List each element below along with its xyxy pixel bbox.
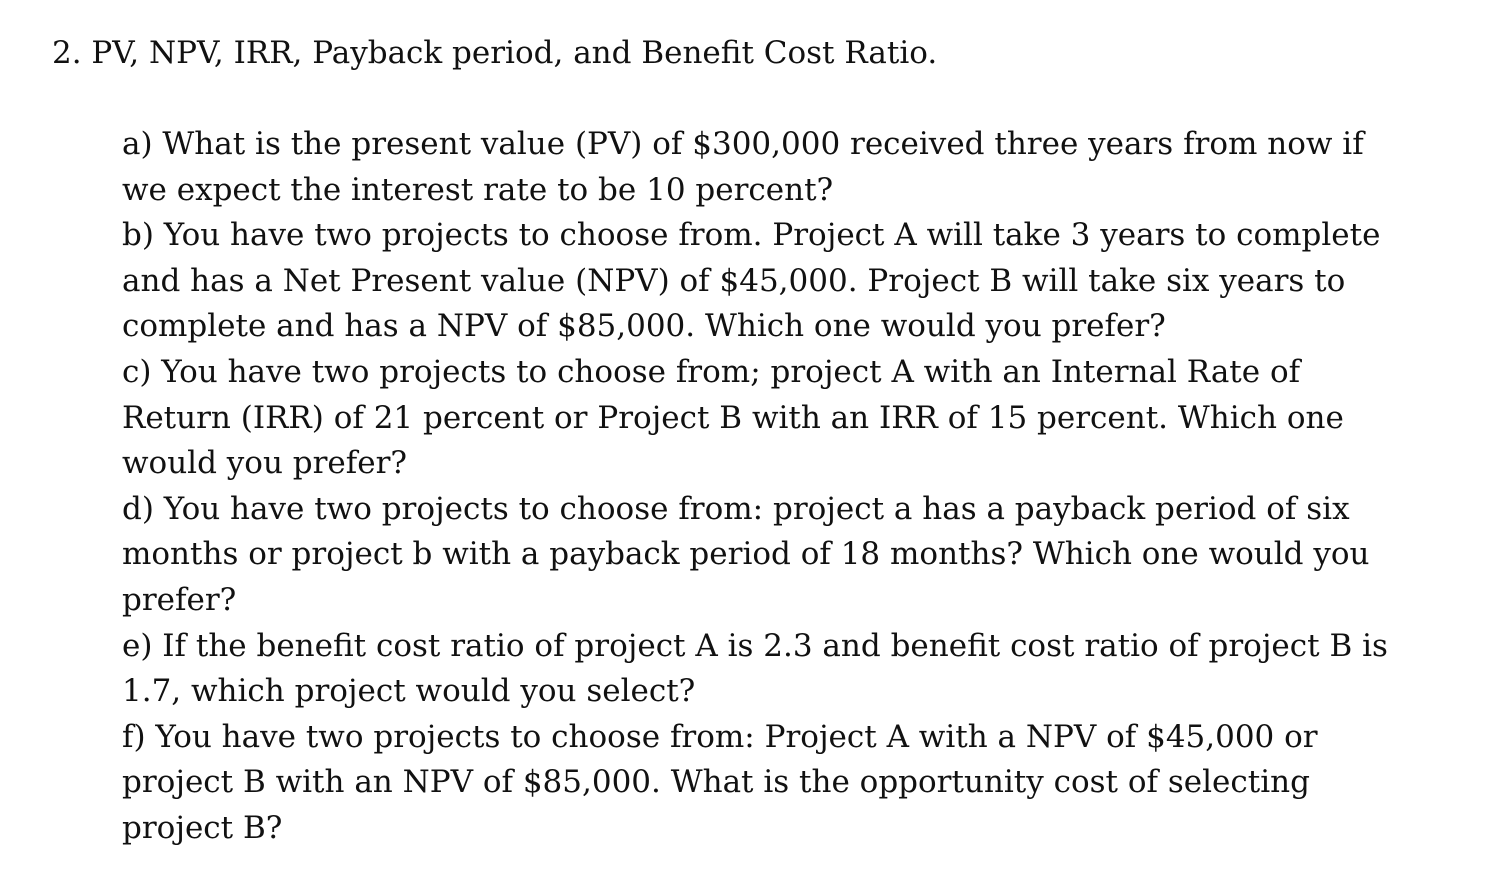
question-d-line-2: months or project b with a payback period of 18 months? Which one would you [122, 536, 1370, 573]
question-d-line-3: prefer? [122, 581, 237, 618]
question-a-line-1: a) What is the present value (PV) of $300,000 received three years from now if [122, 126, 1364, 162]
question-f [122, 715, 1452, 852]
question-e [122, 624, 1452, 715]
question-c-line-1: c) You have two projects to choose from; project A with an Internal Rate of [122, 353, 1301, 390]
question-f-line-2: project B with an NPV of $85,000. What is the opportunity cost of selecting [122, 764, 1310, 801]
question-e-line-2: 1.7, which project would you select? [122, 673, 696, 710]
question-f-line-1: f) You have two projects to choose from: Project A with a NPV of $45,000 or [122, 718, 1318, 755]
question-b-line-3: complete and has a NPV of $85,000. Which one would you prefer? [122, 308, 1166, 345]
question-heading: 2. PV, NPV, IRR, Payback period, and Benefit Cost Ratio. [52, 35, 938, 71]
question-a-line-2: we expect the interest rate to be 10 percent? [122, 171, 834, 208]
question-a [122, 122, 1452, 213]
question-c-line-3: would you prefer? [122, 445, 408, 482]
question-b-line-1: b) You have two projects to choose from. Project A will take 3 years to complete [122, 217, 1381, 254]
question-c-line-2: Return (IRR) of 21 percent or Project B with an IRR of 15 percent. Which one [122, 399, 1344, 436]
question-f-line-3: project B? [122, 809, 283, 846]
question-list [122, 122, 1452, 852]
question-d-line-1: d) You have two projects to choose from: project a has a payback period of six [122, 490, 1350, 527]
question-b [122, 213, 1452, 350]
question-b-line-2: and has a Net Present value (NPV) of $45,000. Project B will take six years to [122, 262, 1346, 299]
question-d [122, 487, 1452, 624]
question-c [122, 350, 1452, 487]
question-e-line-1: e) If the benefit cost ratio of project A is 2.3 and benefit cost ratio of project B is [122, 627, 1388, 664]
